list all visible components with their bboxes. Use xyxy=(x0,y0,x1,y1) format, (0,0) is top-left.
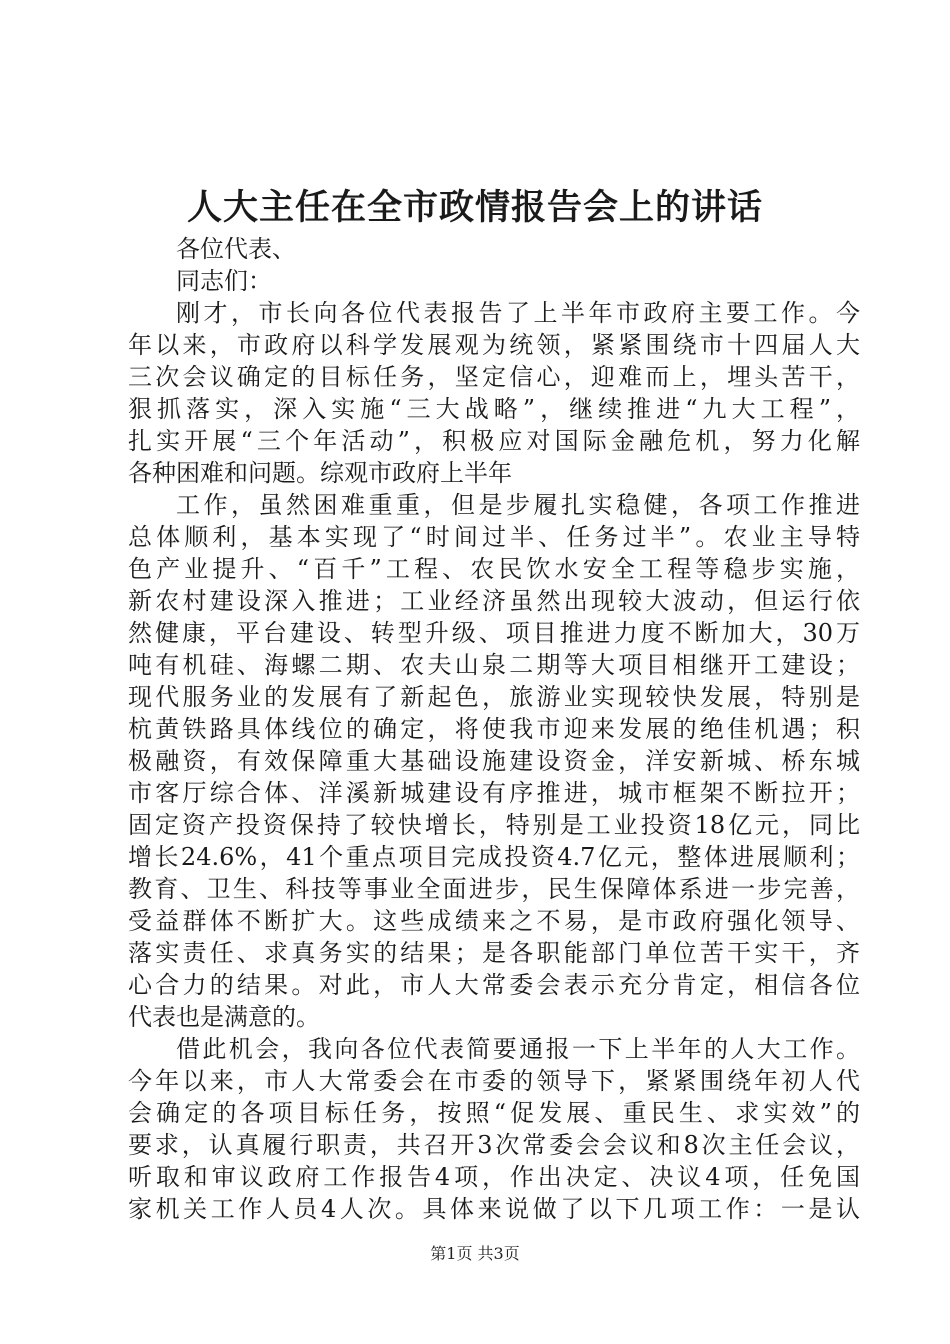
paragraph-line: 年以来，市政府以科学发展观为统领，紧紧围绕市十四届人大 xyxy=(128,331,860,359)
paragraph-line: 受益群体不断扩大。这些成绩来之不易，是市政府强化领导、 xyxy=(128,907,860,935)
document-title: 人大主任在全市政情报告会上的讲话 xyxy=(186,187,763,228)
document-body xyxy=(128,233,860,1225)
paragraph-line: 刚才，市长向各位代表报告了上半年市政府主要工作。今 xyxy=(176,299,860,327)
paragraph-line: 听取和审议政府工作报告4项，作出决定、决议4项，任免国 xyxy=(128,1163,860,1191)
paragraph-line: 教育、卫生、科技等事业全面进步，民生保障体系进一步完善， xyxy=(128,875,860,903)
salutation-line: 各位代表、 xyxy=(176,235,296,263)
paragraph-line: 各种困难和问题。综观市政府上半年 xyxy=(128,459,512,487)
paragraph-line: 增长24.6%，41个重点项目完成投资4.7亿元，整体进展顺利； xyxy=(128,843,860,871)
paragraph-line: 会确定的各项目标任务，按照“促发展、重民生、求实效”的 xyxy=(128,1099,860,1127)
paragraph-line: 杭黄铁路具体线位的确定，将使我市迎来发展的绝佳机遇；积 xyxy=(128,715,860,743)
paragraph-line: 总体顺利，基本实现了“时间过半、任务过半”。农业主导特 xyxy=(128,523,860,551)
paragraph-line: 今年以来，市人大常委会在市委的领导下，紧紧围绕年初人代 xyxy=(128,1067,860,1095)
paragraph-line: 色产业提升、“百千”工程、农民饮水安全工程等稳步实施， xyxy=(128,555,860,583)
paragraph-line: 极融资，有效保障重大基础设施建设资金，洋安新城、桥东城 xyxy=(128,747,860,775)
paragraph-line: 要求，认真履行职责，共召开3次常委会会议和8次主任会议， xyxy=(128,1131,860,1159)
paragraph-line: 落实责任、求真务实的结果；是各职能部门单位苦干实干，齐 xyxy=(128,939,860,967)
salutation-line: 同志们： xyxy=(176,267,272,295)
page-number-footer: 第1页 共3页 xyxy=(430,1244,520,1263)
paragraph-line: 狠抓落实，深入实施“三大战略”，继续推进“九大工程”， xyxy=(128,395,860,423)
paragraph-line: 家机关工作人员4人次。具体来说做了以下几项工作：一是认 xyxy=(128,1195,860,1223)
paragraph-line: 借此机会，我向各位代表简要通报一下上半年的人大工作。 xyxy=(176,1035,860,1063)
paragraph-line: 吨有机硅、海螺二期、农夫山泉二期等大项目相继开工建设； xyxy=(128,651,860,679)
paragraph-line: 新农村建设深入推进；工业经济虽然出现较大波动，但运行依 xyxy=(128,587,860,615)
paragraph-line: 然健康，平台建设、转型升级、项目推进力度不断加大，30万 xyxy=(128,619,860,647)
paragraph-line: 工作，虽然困难重重，但是步履扎实稳健，各项工作推进 xyxy=(176,491,860,519)
paragraph-line: 心合力的结果。对此，市人大常委会表示充分肯定，相信各位 xyxy=(128,971,860,999)
paragraph-line: 三次会议确定的目标任务，坚定信心，迎难而上，埋头苦干， xyxy=(128,363,860,391)
paragraph-line: 固定资产投资保持了较快增长，特别是工业投资18亿元，同比 xyxy=(128,811,860,839)
paragraph-line: 代表也是满意的。 xyxy=(128,1003,320,1031)
paragraph-line: 市客厅综合体、洋溪新城建设有序推进，城市框架不断拉开； xyxy=(128,779,860,807)
paragraph-line: 扎实开展“三个年活动”，积极应对国际金融危机，努力化解 xyxy=(128,427,860,455)
paragraph-line: 现代服务业的发展有了新起色，旅游业实现较快发展，特别是 xyxy=(128,683,860,711)
